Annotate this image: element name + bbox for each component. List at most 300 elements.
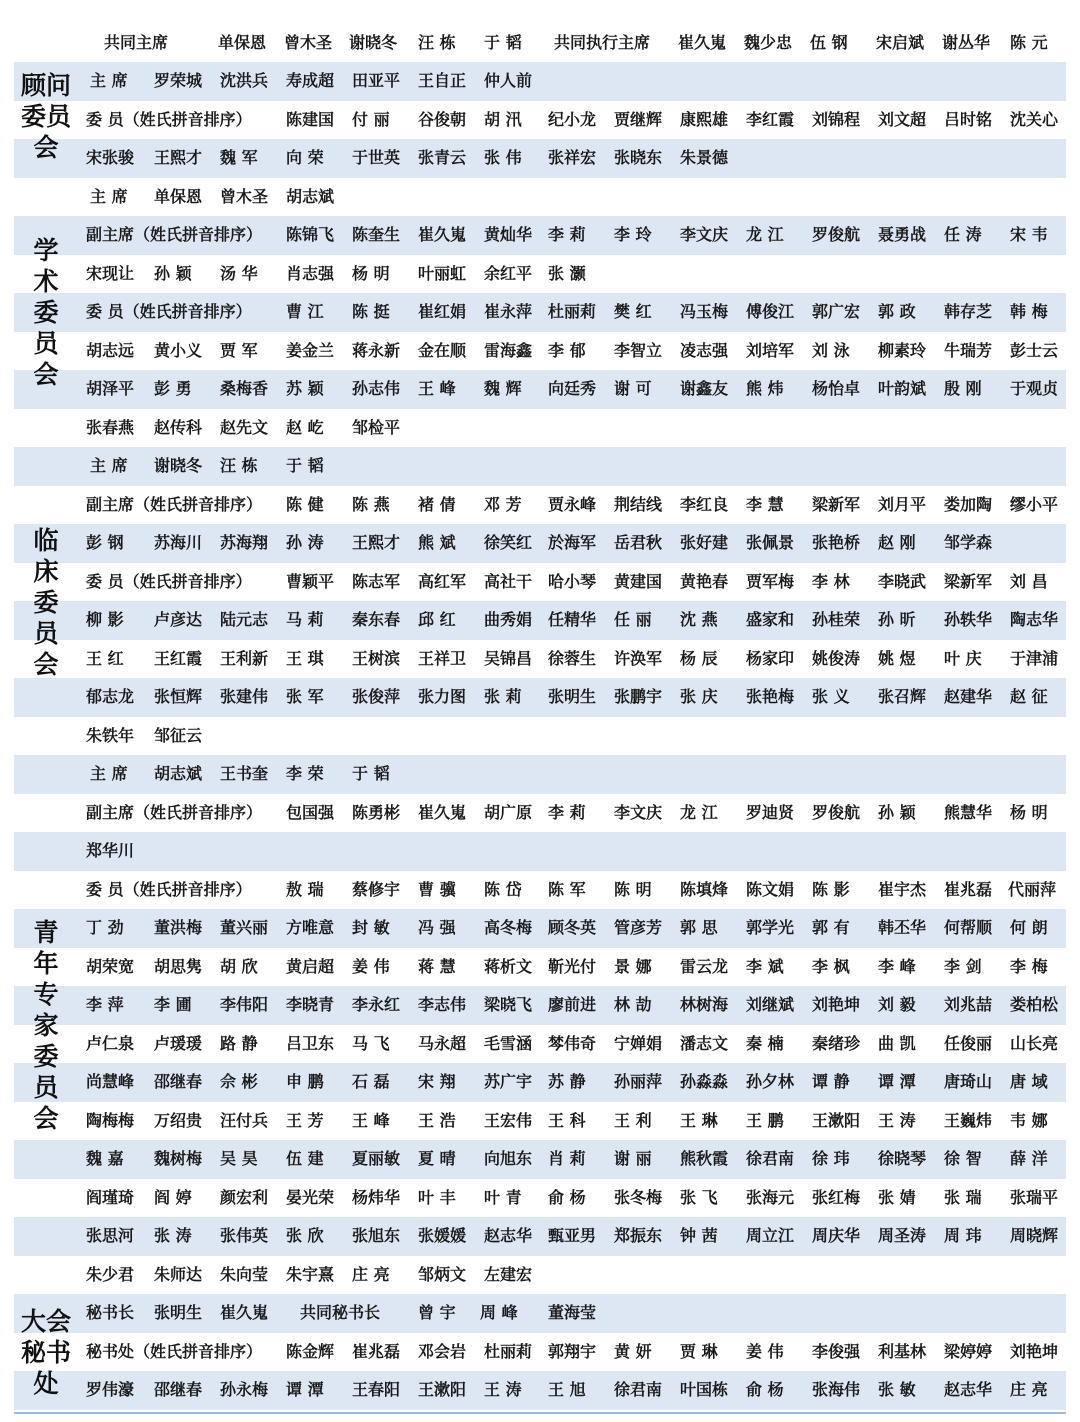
member-name: 娄柏松 [1010, 995, 1059, 1014]
member-name: 冯 强 [418, 918, 456, 937]
member-name: 曹 骥 [418, 879, 456, 899]
member-name: 沈 燕 [680, 610, 718, 629]
member-name: 朱师达 [154, 1264, 203, 1284]
member-name: 封 敏 [352, 918, 390, 937]
member-name: 王 浩 [418, 1110, 456, 1130]
member-name: 谢晓冬 [154, 456, 203, 475]
member-name: 朱宇熹 [286, 1264, 335, 1284]
member-name: 黄 妍 [614, 1341, 652, 1361]
member-name: 荆结线 [614, 494, 663, 514]
member-name: 王熙才 [352, 533, 401, 552]
roster-row [14, 1179, 1066, 1218]
member-name: 周立江 [746, 1226, 795, 1245]
member-name: 张力图 [418, 687, 467, 706]
member-name: 贾永峰 [548, 494, 597, 514]
member-name: 石 磊 [352, 1072, 390, 1091]
bottom-rule [14, 1412, 1066, 1414]
member-name: 陶梅梅 [86, 1110, 135, 1130]
role-label: 委 员（姓氏拼音排序） [86, 879, 252, 899]
roster-row [14, 409, 1066, 448]
member-name: 方唯意 [286, 918, 335, 937]
roster-row [14, 640, 1066, 679]
member-name: 董海莹 [548, 1303, 597, 1322]
member-name: 蒋永新 [352, 340, 401, 360]
member-name: 刘文超 [878, 109, 927, 129]
header-cell: 崔久嵬 [678, 33, 727, 52]
member-name: 宋 翔 [418, 1072, 456, 1091]
section-academic [14, 178, 1066, 448]
member-name: 曾 宇 [418, 1303, 456, 1322]
member-name: 单保恩 [154, 186, 203, 206]
member-name: 贾 军 [220, 340, 258, 360]
member-name: 李 林 [812, 571, 850, 591]
member-name: 邹炳文 [418, 1264, 467, 1284]
member-name: 赵 刚 [878, 533, 916, 552]
section-title-line: 专 [33, 980, 59, 1009]
member-name: 邹学森 [944, 533, 993, 552]
member-name: 梁晓飞 [484, 995, 533, 1014]
member-name: 孙 涛 [286, 533, 324, 552]
member-name: 陈文娟 [746, 879, 795, 899]
member-name: 孙永梅 [220, 1380, 269, 1399]
member-name: 陶志华 [1010, 610, 1059, 629]
member-name: 棽伟奇 [548, 1033, 597, 1053]
member-name: 张佩景 [746, 533, 795, 552]
member-name: 孙桂荣 [812, 610, 861, 629]
member-name: 徐蓉生 [548, 648, 597, 668]
member-name: 聂勇战 [878, 225, 927, 244]
member-name: 胡思隽 [154, 956, 203, 976]
member-name: 邵继春 [154, 1072, 203, 1091]
member-name: 胡 欣 [220, 956, 258, 976]
member-name: 张思河 [86, 1226, 135, 1245]
member-name: 张海元 [746, 1187, 795, 1207]
member-name: 郭翔宇 [548, 1341, 597, 1361]
member-name: 宋现让 [86, 263, 135, 283]
member-name: 张明生 [548, 687, 597, 706]
member-name: 崔久嵬 [220, 1303, 269, 1322]
section-title-line: 委 [33, 1042, 59, 1071]
member-name: 崔久嵬 [418, 225, 467, 244]
member-name: 张建伟 [220, 687, 269, 706]
roster-row [14, 909, 1066, 948]
member-name: 朱铁年 [86, 725, 135, 745]
member-name: 山长亮 [1010, 1033, 1059, 1053]
member-name: 王红霞 [154, 648, 203, 668]
member-name: 寿成超 [286, 71, 335, 90]
member-name: 李智立 [614, 340, 663, 360]
roster-row [14, 447, 1066, 486]
member-name: 於海军 [548, 533, 597, 552]
member-name: 陈勇彬 [352, 802, 401, 822]
member-name: 杨 辰 [680, 648, 718, 668]
member-name: 邱 红 [418, 610, 456, 629]
member-name: 田亚平 [352, 71, 401, 90]
member-name: 王春阳 [352, 1380, 401, 1399]
member-name: 马 飞 [352, 1033, 390, 1053]
member-name: 黄灿华 [484, 225, 533, 244]
member-name: 向 荣 [286, 148, 324, 167]
member-name: 娄加陶 [944, 494, 993, 514]
member-name: 龙 江 [680, 802, 718, 822]
member-name: 曲 凯 [878, 1033, 916, 1053]
member-name: 谢 丽 [614, 1149, 652, 1168]
member-name: 梁新军 [812, 494, 861, 514]
member-name: 唐琦山 [944, 1072, 993, 1091]
member-name: 宋张骏 [86, 148, 135, 167]
member-name: 李 慧 [746, 494, 784, 514]
member-name: 黄艳春 [680, 571, 729, 591]
member-name: 林 劼 [614, 995, 652, 1014]
roster-row [14, 524, 1066, 563]
member-name: 郭学光 [746, 918, 795, 937]
member-name: 李 莉 [548, 225, 586, 244]
member-name: 苏海翔 [220, 533, 269, 552]
member-name: 刘培军 [746, 340, 795, 360]
member-name: 崔宇杰 [878, 879, 927, 899]
member-name: 张恒辉 [154, 687, 203, 706]
member-name: 夏 晴 [418, 1149, 456, 1168]
member-name: 陈填烽 [680, 879, 729, 899]
member-name: 张 军 [286, 687, 324, 706]
roster-row [14, 1333, 1066, 1372]
member-name: 张艳梅 [746, 687, 795, 706]
member-name: 罗俊航 [812, 802, 861, 822]
member-name: 梁新军 [944, 571, 993, 591]
member-name: 陈金辉 [286, 1341, 335, 1361]
member-name: 崔红娟 [418, 302, 467, 321]
member-name: 尚慧峰 [86, 1072, 135, 1091]
member-name: 俞 杨 [548, 1187, 586, 1207]
member-name: 叶韵斌 [878, 379, 927, 398]
member-name: 李 斌 [746, 956, 784, 976]
member-name: 罗迪贤 [746, 802, 795, 822]
member-name: 郭 政 [878, 302, 916, 321]
member-name: 李文庆 [614, 802, 663, 822]
member-name: 王 峰 [352, 1110, 390, 1130]
member-name: 李 梅 [1010, 956, 1048, 976]
member-name: 纪小龙 [548, 109, 597, 129]
member-name: 张召辉 [878, 687, 927, 706]
member-name: 张 伟 [484, 148, 522, 167]
member-name: 陈奎生 [352, 225, 401, 244]
member-name: 谭 潭 [286, 1380, 324, 1399]
member-name: 王 峰 [418, 379, 456, 398]
section-title-line: 委员 [20, 102, 71, 131]
member-name: 刘月平 [878, 494, 927, 514]
roster-row [14, 486, 1066, 525]
member-name: 邹检平 [352, 417, 401, 437]
member-name: 贾军梅 [746, 571, 795, 591]
member-name: 何帮顺 [944, 918, 993, 937]
member-name: 姚俊涛 [812, 648, 861, 668]
member-name: 朱少君 [86, 1264, 135, 1284]
member-name: 徐 玮 [812, 1149, 850, 1168]
member-name: 于世英 [352, 148, 401, 167]
member-name: 王 科 [548, 1110, 586, 1130]
member-name: 蒋析文 [484, 956, 533, 976]
section-title-line: 年 [33, 949, 59, 978]
member-name: 周圣涛 [878, 1226, 927, 1245]
section-clinical [14, 447, 1066, 755]
member-name: 代丽萍 [1008, 879, 1057, 899]
section-title-line: 大会 [20, 1307, 71, 1336]
header-cell: 共同主席 [104, 33, 169, 52]
member-name: 申 鹏 [286, 1072, 324, 1091]
role-label: 副主席（姓氏拼音排序） [86, 494, 263, 514]
header-cell: 伍 钢 [810, 33, 848, 52]
member-name: 桑梅香 [220, 379, 269, 398]
header-cell: 谢丛华 [942, 33, 991, 52]
member-name: 张 灏 [548, 263, 586, 283]
roster-row [14, 62, 1066, 101]
member-name: 高社干 [484, 571, 533, 591]
member-name: 韩丕华 [878, 918, 927, 937]
roster-row [14, 1140, 1066, 1179]
member-name: 贾继辉 [614, 109, 663, 129]
section-title-clinical [14, 525, 78, 680]
member-name: 汪 栋 [220, 456, 258, 475]
member-name: 陈 影 [812, 879, 850, 899]
member-name: 周 峰 [480, 1303, 518, 1322]
member-name: 蒋 慧 [418, 956, 456, 976]
section-title-line: 会 [33, 359, 59, 389]
member-name: 张海伟 [812, 1380, 861, 1399]
member-name: 王 旭 [548, 1380, 586, 1399]
roster-row [14, 601, 1066, 640]
member-name: 李 玲 [614, 225, 652, 244]
member-name: 张 莉 [484, 687, 522, 706]
member-name: 曲秀娟 [484, 610, 533, 629]
member-name: 龙 江 [746, 225, 784, 244]
member-name: 徐 智 [944, 1149, 982, 1168]
member-name: 王书奎 [220, 764, 269, 783]
section-title-line: 学 [33, 235, 59, 265]
member-name: 金在顺 [418, 340, 467, 360]
member-name: 曹颖平 [286, 571, 335, 591]
member-name: 王宏伟 [484, 1110, 533, 1130]
member-name: 周庆华 [812, 1226, 861, 1245]
roster-row [14, 832, 1066, 871]
member-name: 宁婵娟 [614, 1033, 663, 1053]
member-name: 徐晓琴 [878, 1149, 927, 1168]
member-name: 敖 瑞 [286, 879, 324, 899]
member-name: 李 郁 [548, 340, 586, 360]
section-title-advisory [14, 70, 78, 163]
section-title-line: 床 [33, 557, 59, 586]
roster-row [14, 1217, 1066, 1256]
member-name: 张明生 [154, 1303, 203, 1322]
member-name: 胡志斌 [286, 186, 335, 206]
member-name: 姜金兰 [286, 340, 335, 360]
member-name: 包国强 [286, 802, 335, 822]
section-title-line: 会 [33, 650, 59, 679]
section-youth [14, 755, 1066, 1294]
roster-row [14, 139, 1066, 178]
member-name: 牛瑞芳 [944, 340, 993, 360]
member-name: 李红霞 [746, 109, 795, 129]
header-cell: 陈 元 [1010, 33, 1048, 52]
member-name: 丁 劲 [86, 918, 124, 937]
member-name: 徐君南 [746, 1149, 795, 1168]
member-name: 熊慧华 [944, 802, 993, 822]
member-name: 孙 颖 [878, 802, 916, 822]
member-name: 周晓辉 [1010, 1226, 1059, 1245]
member-name: 向旭东 [484, 1149, 533, 1168]
member-name: 姜 伟 [746, 1341, 784, 1361]
member-name: 李红良 [680, 494, 729, 514]
member-name: 黄小义 [154, 340, 203, 360]
member-name: 王熙才 [154, 148, 203, 167]
roster-row [14, 948, 1066, 987]
section-title-youth [14, 917, 78, 1134]
member-name: 佘 彬 [220, 1072, 258, 1091]
role-label: 委 员（姓氏拼音排序） [86, 302, 252, 321]
member-name: 张瑞平 [1010, 1187, 1059, 1207]
member-name: 曹 江 [286, 302, 324, 321]
header-cell: 汪 栋 [418, 33, 456, 52]
member-name: 李俊强 [812, 1341, 861, 1361]
member-name: 沈关心 [1010, 109, 1059, 129]
member-name: 阎 婷 [154, 1187, 192, 1207]
member-name: 王利新 [220, 648, 269, 668]
member-name: 魏树梅 [154, 1149, 203, 1168]
section-title-line: 会 [33, 133, 59, 162]
member-name: 张冬梅 [614, 1187, 663, 1207]
member-name: 赵先文 [220, 417, 269, 437]
header-cell: 谢晓冬 [349, 33, 398, 52]
member-name: 高冬梅 [484, 918, 533, 937]
member-name: 张 庆 [680, 687, 718, 706]
member-name: 杨 明 [352, 263, 390, 283]
member-name: 王 涛 [878, 1110, 916, 1130]
member-name: 景 娜 [614, 956, 652, 976]
member-name: 周 玮 [944, 1226, 982, 1245]
header-cell: 单保恩 [218, 33, 267, 52]
member-name: 张祥宏 [548, 148, 597, 167]
member-name: 魏 军 [220, 148, 258, 167]
section-title-line: 处 [33, 1369, 59, 1398]
roster-row [14, 717, 1066, 756]
member-name: 哈小琴 [548, 571, 597, 591]
member-name: 杨炜华 [352, 1187, 401, 1207]
role-label: 秘书长 [86, 1303, 135, 1322]
member-name: 路 静 [220, 1033, 258, 1053]
member-name: 樊 红 [614, 302, 652, 321]
member-name: 张旭东 [352, 1226, 401, 1245]
role-label: 委 员（姓氏拼音排序） [86, 571, 252, 591]
member-name: 余红平 [484, 263, 533, 283]
member-name: 凌志强 [680, 340, 729, 360]
member-name: 陈 军 [548, 879, 586, 899]
role-label: 主 席 [90, 71, 128, 90]
header-cell: 曾木圣 [284, 33, 333, 52]
member-name: 彭 勇 [154, 379, 192, 398]
member-name: 雷海鑫 [484, 340, 533, 360]
member-name: 李 峰 [878, 956, 916, 976]
member-name: 张春燕 [86, 417, 135, 437]
member-name: 黄建国 [614, 571, 663, 591]
member-name: 罗俊航 [812, 225, 861, 244]
member-name: 叶 青 [484, 1187, 522, 1207]
section-title-line: 员 [33, 328, 59, 358]
member-name: 李晓青 [286, 995, 335, 1014]
member-name: 陈 挺 [352, 302, 390, 321]
member-name: 黄启超 [286, 956, 335, 976]
member-name: 王 琪 [286, 648, 324, 668]
member-name: 于津浦 [1010, 648, 1059, 668]
member-name: 熊 炜 [746, 379, 784, 398]
member-name: 王祥卫 [418, 648, 467, 668]
member-name: 孙丽萍 [614, 1072, 663, 1091]
member-name: 胡志远 [86, 340, 135, 360]
roster-row [14, 101, 1066, 140]
member-name: 邹征云 [154, 725, 203, 745]
member-name: 谭 潭 [878, 1072, 916, 1091]
member-name: 庄 亮 [1010, 1380, 1048, 1399]
member-name: 陈志军 [352, 571, 401, 591]
member-name: 张好建 [680, 533, 729, 552]
member-name: 孙 颖 [154, 263, 192, 283]
member-name: 苏海川 [154, 533, 203, 552]
member-name: 褚 倩 [418, 494, 456, 514]
member-name: 李文庆 [680, 225, 729, 244]
member-name: 熊秋霞 [680, 1149, 729, 1168]
member-name: 魏 辉 [484, 379, 522, 398]
member-name: 刘 毅 [878, 995, 916, 1014]
member-name: 颜宏利 [220, 1187, 269, 1207]
member-name: 任精华 [548, 610, 597, 629]
member-name: 马永超 [418, 1033, 467, 1053]
roster-row [14, 1063, 1066, 1102]
member-name: 韩存芝 [944, 302, 993, 321]
member-name: 马 莉 [286, 610, 324, 629]
role-label: 副主席（姓氏拼音排序） [86, 802, 263, 822]
roster-row [14, 1102, 1066, 1141]
member-name: 王 利 [614, 1110, 652, 1130]
member-name: 张 飞 [680, 1187, 718, 1207]
member-name: 胡 汛 [484, 109, 522, 129]
co-chairs-header [0, 20, 1080, 64]
roster-row [14, 871, 1066, 910]
member-name: 谢 可 [614, 379, 652, 398]
member-name: 陈 健 [286, 494, 324, 514]
member-name: 邵继春 [154, 1380, 203, 1399]
member-name: 李 莉 [548, 802, 586, 822]
roster-row [14, 216, 1066, 255]
member-name: 左建宏 [484, 1264, 533, 1284]
member-name: 赵建华 [944, 687, 993, 706]
member-name: 郭 思 [680, 918, 718, 937]
member-name: 崔永萍 [484, 302, 533, 321]
member-name: 李 荣 [286, 764, 324, 783]
member-name: 李 萍 [86, 995, 124, 1014]
section-title-line: 术 [33, 266, 59, 296]
member-name: 孙夕林 [746, 1072, 795, 1091]
member-name: 张 欣 [286, 1226, 324, 1245]
member-name: 王巍炜 [944, 1110, 993, 1130]
member-name: 彭 钢 [86, 533, 124, 552]
member-name: 胡广原 [484, 802, 533, 822]
header-cell: 共同执行主席 [554, 33, 651, 52]
member-name: 万绍贵 [154, 1110, 203, 1130]
member-name: 刘兆喆 [944, 995, 993, 1014]
member-name: 李 圃 [154, 995, 192, 1014]
member-name: 共同秘书长 [300, 1303, 381, 1322]
member-name: 伍 建 [286, 1149, 324, 1168]
member-name: 胡泽平 [86, 379, 135, 398]
member-name: 王树滨 [352, 648, 401, 668]
